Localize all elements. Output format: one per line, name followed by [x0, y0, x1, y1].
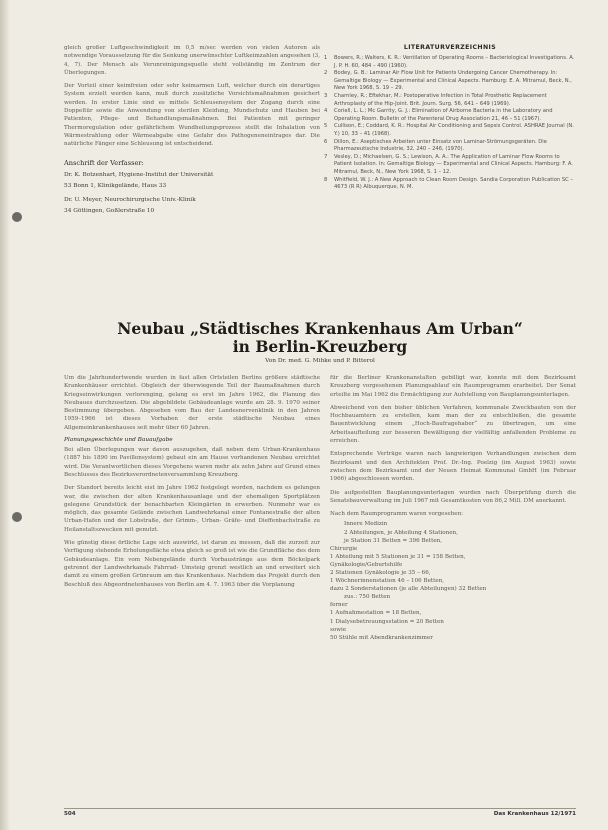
page-footer — [64, 808, 576, 819]
reference-item — [324, 123, 576, 138]
bed-allocation-line: 1 Wöchnerinnenstation 46 – 106 Betten, — [330, 578, 445, 585]
reference-number: 7 — [324, 153, 328, 160]
bed-allocation-line: zus.: 750 Betten — [344, 594, 391, 601]
reference-number: 5 — [324, 123, 328, 130]
bed-allocation-line: 2 Stationen Gynäkologie je 35 – 66, — [330, 570, 431, 577]
reference-number: 4 — [324, 108, 328, 115]
address-line: Dr. U. Meyer, Neurochirurgische Univ.-Klinik — [64, 196, 196, 203]
reference-text: Vesley, D.; Michaelsen, G. S.; Lewison, A. A.: The Application of Laminar Flow Rooms to Patient Isolation. In: Gemaltige Biology — Experimental and Clinical Aspects. Hamburg: F. A. Mitramul, Beck, N., New York 1968, S. 1 – 12. — [334, 153, 573, 175]
reference-text: Dillon, E.: Aseptisches Arbeiten unter Einsatz von Laminar-Strömungsgeräten. Die Pharmazeutische Industrie, 32, 240 – 246, (1970). — [334, 138, 547, 153]
reference-item — [324, 93, 576, 108]
article-title-line: Neubau „Städtisches Krankenhaus Am Urban“ — [117, 319, 523, 338]
top-left-column — [64, 44, 320, 218]
bed-allocation-line: 50 Stühle mit Abendkrankenzimmer — [330, 634, 433, 641]
bed-allocation-line: 1 Aufnahmestation = 18 Betten, — [330, 610, 422, 617]
reference-item — [324, 154, 576, 177]
punch-hole-lower — [12, 512, 22, 522]
section-subheading: Planungsgeschichte und Bauaufgabe — [64, 437, 173, 444]
article-title — [64, 320, 576, 356]
reference-item — [324, 70, 576, 93]
paragraph: für die Berliner Krankenanstalten gebilligt war, konnte mit dem Bezirksamt Kreuzberg vorgesehenen Planungsablauf ein Raumprogramm erarbeitet. Der Senat erteilte im Mai 1962 die Ermächtigung zur Aufstellung von Bauplanungsunterlagen. — [330, 375, 576, 398]
reference-text: Bowers, R.; Walters, K. R.: Ventilation of Operating Rooms – Bacteriological Investigations. A. J. P. H. 60, 484 – 490 (1960). — [334, 55, 575, 69]
bed-allocation-line: Chirurgie — [330, 545, 358, 552]
bed-allocation-line: dazu 2 Sonderstationen (je alle Abteilungen) 32 Betten — [330, 586, 487, 593]
reference-item — [324, 55, 576, 70]
bed-allocation-line: je Station 31 Betten = 396 Betten, — [344, 537, 443, 544]
address-line: 53 Bonn 1, Klinikgelände, Haus 33 — [64, 182, 167, 189]
reference-number: 8 — [324, 176, 328, 183]
article-title-line: in Berlin-Kreuzberg — [232, 337, 408, 356]
authors-heading: Anschrift der Verfasser: — [64, 158, 144, 167]
reference-number: 1 — [324, 55, 328, 61]
bed-allocation-line: Gynäkologie/Geburtshilfe — [330, 561, 403, 568]
paragraph: Bei allen Überlegungen war davon auszugehen, daß neben dem Urban-Krankenhaus (1887 bis 1890 im Pavillonsystem) gebaut ein am Hause vorhandenen Neubau errichtet wird. Die Verantwortlichen dieses Vorgehens waren mehr als zehn Jahre auf Grund eines Beschlusses des Bezirksverordnetenversammlung Kreuzberg. — [64, 447, 320, 478]
bed-allocation-list — [330, 520, 576, 641]
bed-allocation-line: 1 Abteilung mit 5 Stationen je 31 = 158 Betten, — [330, 553, 466, 560]
bed-allocation-line: 2 Abteilungen, je Abteilung 4 Stationen, — [344, 529, 458, 536]
reference-text: Coriell, L. L.; Mc Garrity, G. J.: Elimination of Airborne Bacteria in the Laboratory and Operating Room. Bulletin of the Parenteral Drug Association 21, 46 – 51 (1967). — [334, 108, 553, 122]
punch-hole-upper — [12, 212, 22, 222]
reference-text: Cullison, E.; Coddard, K. R.: Hospital Air Conditioning and Sepsis Control. ASHRAE Journal (N. Y.) 10, 33 – 41 (1968). — [334, 123, 574, 137]
article-byline: Von Dr. med. G. Mihke und P. Bitterol — [265, 358, 375, 364]
reference-number: 3 — [324, 92, 328, 99]
journal-name: Das Krankenhaus 12/1971 — [493, 811, 576, 817]
address-line: Dr. K. Botzenhart, Hygiene-Institut der Universität — [64, 171, 214, 178]
paragraph: Wie günstig diese örtliche Lage sich auswirkt, ist daran zu messen, daß die zurzeit zur Verfügung stehende Erholungsfläche etwa gleich so groß ist wie die Grundfläche des dem Gebäudeanlage. Ein vom Nebengelände durch Vorbaustränge aus dem Böckelpark getrennt der Landwehrkanals Fahrrad- Umsteig grenzt westlich an und erweitert sich damit zu einem großen Grünraum am das Krankenhaus. Nachdem das Projekt durch den Beschluß des Abgeordnetenhauses von Berlin am 4. 7. 1963 über die Vorplanung — [64, 540, 320, 588]
bed-allocation-line: sowie — [330, 626, 347, 633]
reference-item — [324, 108, 576, 123]
bed-allocation-line: Innere Medizin — [344, 521, 388, 528]
paragraph: Abweichend von den bisher üblichen Verfahren, kommunale Zweckbauten von der Hochbauamtern zu erstellen, kam man der zu entschließen, die gesamte Bauentwicklung einem „Hoch-Baufragehaber“ zu übertragen, um eine Arbeitsaufteilung zur besseren Bewältigung der vielfältig anfallenden Probleme zu erreichen. — [330, 404, 576, 445]
paragraph: Der Standort bereits leicht eist im Jahre 1962 festgelegt worden, nachdem es gelungen war, die zwischen der alten Krankenhausanlage und der ehemaligen Sportplätzen gelegene Grundstück der benachbarten Kleingärten in erwerben. Nunmehr war es möglich, das gesamte Gelände zwischen Landwehrkanal einer Fontanestraße der alten Urban-Hafen und der Lobstraße, der Grimm-, Urban- Gräfe- und Dieffenbachstraße zu Heilanstaltszwecken mit genutzt. — [64, 485, 320, 533]
reference-number: 6 — [324, 138, 328, 145]
bed-allocation-line: ferner — [330, 602, 348, 609]
paragraph: Entsprechende Verträge waren nach langwierigen Verhandlungen zwischen dem Bezirksamt und den Architekten Prof. Dr.-Ing. Poelzig (im August 1963) sowie zwischen dem Bezirksamt und der Neuen Heimat Kommunal GmbH (im Februar 1966) abgeschlossen worden. — [330, 451, 576, 483]
reference-item — [324, 139, 576, 154]
bottom-left-column — [64, 374, 320, 594]
paragraph: Um die Jahrhundertwende wurden in fast allen Ortsteilen Berlins größere städtische Krankenhäuser errichtet. Obgleich der überwiegende Teil der Baumaßnahmen durch Kriegseinwirkungen verlorenging, gelang es erst im Jahre 1962, die Planung des Neubaues durchzusetzen. Die abgebildete Gebäudeanlage wurde am 28. 9. 1970 seiner Bestimmung übergeben. Abgesehen vom Bau der Landesnervenklinik in den Jahren 1959–1966 ist dieses Vorhaben der erste städtische Neubau eines Allgemeinkrankenhauses seit mehr über 60 Jahren. — [64, 375, 320, 431]
paragraph: gleich großer Luftgeschwindigkeit im 0,5 m/sec werden von vielen Autoren als notwendige Voraussetzung für die Senkung unerwünschter Luftkeimzahlen angesehen (3, 4, 7). Der Mensch als Verunreinigungsquelle steht vollständig im Zentrum der Überlegungen. — [64, 45, 320, 76]
paragraph: Der Vorteil einer keimfreien oder sehr keimarmen Luft, welcher durch ein derartiges System erzielt werden kann, muß durch zusätzliche Vorsichtsmaßnahmen gesichert werden. In erster Linie sind es mittels Schleusensystem der Zugang durch eine Doppeltür sowie die Anwendung von sterilen Kleidung, Mundschutz und Hauben bei Patienten, Pflege- und Behandlungsmaßnahmen. Bei Patienten mit geringer Thermoregulation oder gefährlichem Wundheilungsprozess stellt die Inhalation von Wärmestrahlung oder Wärmeabgabe eine Gefahr des Pathogeneneintrages dar. Die natürliche Fänger eine Schleusung ist entscheidend. — [64, 83, 320, 148]
address-line: 34 Göttingen, Goßlerstraße 10 — [64, 208, 155, 215]
page-number: 504 — [64, 811, 76, 817]
reference-item — [324, 177, 576, 192]
bottom-right-column — [330, 374, 576, 642]
references-column — [324, 44, 576, 192]
reference-text: Whitfield, W. J.: A New Approach to Clean Room Design. Sandia Corporation Publication SC – 4673 (R R) Albuquerque, N. M. — [334, 176, 573, 191]
binding-edge — [0, 0, 10, 830]
bed-allocation-line: 1 Dialysebetreuungsstation = 20 Betten — [330, 618, 444, 625]
paragraph: Die aufgestellten Bauplanungsunterlagen wurden nach Überprüfung durch die Senatsbauverwaltung im Juli 1967 mit Gesamtkosten von 86,2 Mill. DM anerkannt. — [330, 489, 576, 504]
references-title: LITERATURVERZEICHNIS — [403, 44, 497, 51]
reference-text: Charnley, R.; Eftekhar, M.: Postoperative Infection in Total Prosthetic Replacement Arthroplasty of the Hip-Joint. Brit. Journ. Surg. 56, 641 – 649 (1969). — [334, 92, 547, 107]
reference-text: Bodey, G. B.: Laminar Air Flow Unit for Patients Undergoing Cancer Chemotherapy. In: Gemaltige Biology — Experimental and Clinical Aspects. Hamburg: E. A. Mitramul, Beck, N., New York 1968, S. 19 – 29. — [334, 70, 572, 92]
reference-number: 2 — [324, 70, 328, 77]
paragraph: Nach dem Raumprogramm waren vorgesehen: — [330, 511, 464, 518]
